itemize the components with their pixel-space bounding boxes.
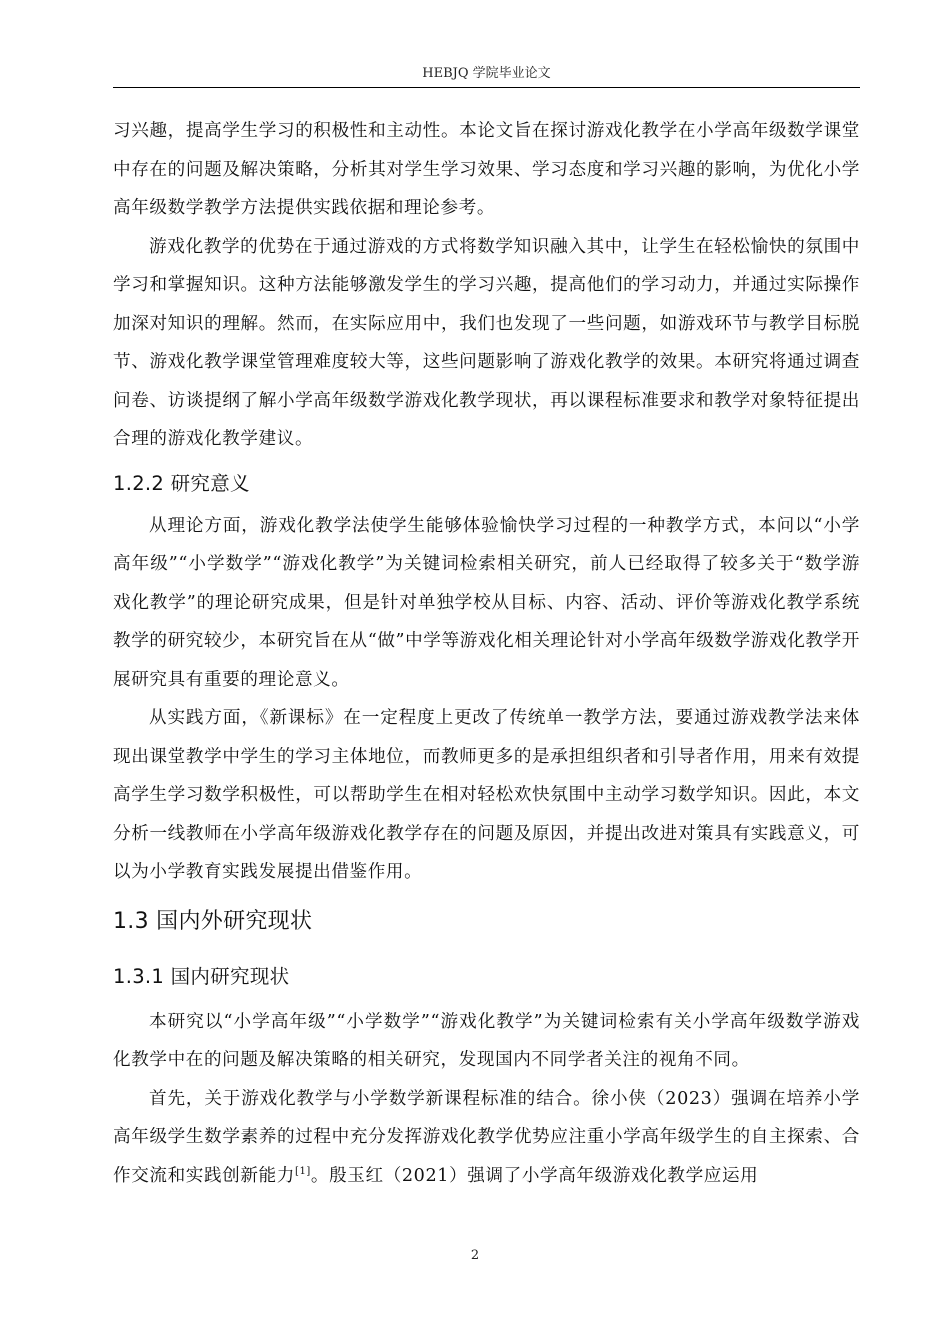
page-number: 2 — [470, 1248, 480, 1263]
paragraph-domestic-first — [113, 1080, 860, 1196]
citation-ref[interactable]: [1] — [294, 1165, 311, 1177]
paragraph-practice: 从实践方面，《新课标》在一定程度上更改了传统单一教学方法，要通过游戏教学法来体现出课堂教学中学生的学习主体地位，而教师更多的是承担组织者和引导者作用，用来有效提高学生学习数学积极性，可以帮助学生在相对轻松欢快氛围中主动学习数学知识。因此，本文分析一线教师在小学高年级游戏化教学存在的问题及原因，并提出改进对策具有实践意义，可以为小学教育实践发展提出借鉴作用。 — [113, 708, 860, 882]
section-heading-1-3: 1.3 国内外研究现状 — [113, 908, 313, 934]
paragraph-domestic-intro: 本研究以“小学高年级”“小学数学”“游戏化教学”为关键词检索有关小学高年级数学游戏化教学中在的问题及解决策略的相关研究，发现国内不同学者关注的视角不同。 — [113, 1011, 860, 1070]
paragraph-text: 首先，关于游戏化教学与小学数学新课程标准的结合。徐小侠（2023）强调在培养小学高年级学生数学素养的过程中充分发挥游戏化教学优势应注重小学高年级学生的自主探索、合作交流和实践创新能力 — [113, 1088, 860, 1186]
paragraph-advantages: 游戏化教学的优势在于通过游戏的方式将数学知识融入其中，让学生在轻松愉快的氛围中学习和掌握知识。这种方法能够激发学生的学习兴趣，提高他们的学习动力，并通过实际操作加深对知识的理解。然而，在实际应用中，我们也发现了一些问题，如游戏环节与教学目标脱节、游戏化教学课堂管理难度较大等，这些问题影响了游戏化教学的效果。本研究将通过调查问卷、访谈提纲了解小学高年级数学游戏化教学现状，再以课程标准要求和教学对象特征提出合理的游戏化教学建议。 — [113, 236, 860, 449]
page-body — [113, 112, 860, 1195]
page-header: HEBJQ 学院毕业论文 — [113, 62, 860, 88]
section-heading-1-3-1: 1.3.1 国内研究现状 — [113, 964, 290, 988]
section-heading-1-2-2: 1.2.2 研究意义 — [113, 471, 250, 495]
paragraph-text: 。殷玉红（2021）强调了小学高年级游戏化教学应运用 — [310, 1165, 759, 1186]
paragraph-continuation: 习兴趣，提高学生学习的积极性和主动性。本论文旨在探讨游戏化教学在小学高年级数学课堂中存在的问题及解决策略，分析其对学生学习效果、学习态度和学习兴趣的影响，为优化小学高年级数学教学方法提供实践依据和理论参考。 — [113, 121, 860, 218]
paragraph-theory: 从理论方面，游戏化教学法使学生能够体验愉快学习过程的一种教学方式，本问以“小学高年级”“小学数学”“游戏化教学”为关键词检索相关研究，前人已经取得了较多关于“数学游戏化教学”的理论研究成果，但是针对单独学校从目标、内容、活动、评价等游戏化教学系统教学的研究较少，本研究旨在从“做”中学等游戏化相关理论针对小学高年级数学游戏化教学开展研究具有重要的理论意义。 — [113, 515, 860, 690]
